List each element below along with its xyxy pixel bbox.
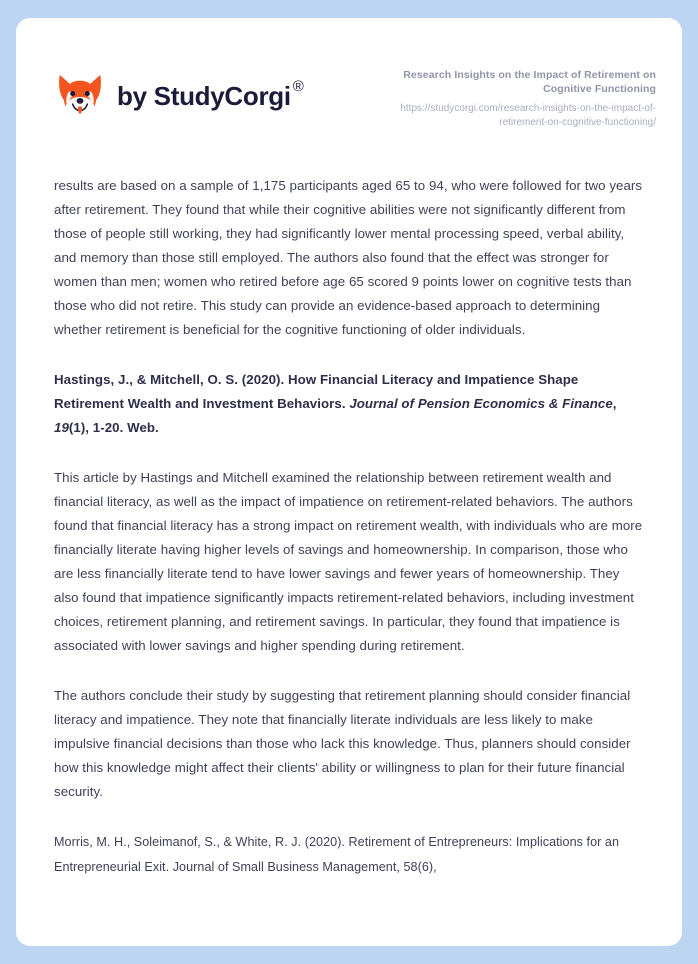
brand-wordmark: [117, 78, 304, 111]
page-url[interactable]: https://studycorgi.com/research-insights-on-the-impact-of-retirement-on-cognitive-functioning/: [400, 102, 656, 128]
document-paper: [16, 18, 682, 946]
brand-lockup[interactable]: [54, 64, 304, 122]
brand-wordmark-text: by StudyCorgi: [117, 81, 291, 111]
registered-trademark-icon: ®: [292, 78, 304, 96]
document-body: [16, 174, 682, 880]
paragraph-morris-citation: Morris, M. H., Soleimanof, S., & White, R. J. (2020). Retirement of Entrepreneurs: Implications for an Entrepreneurial Exit. Journal of Small Business Management, 58(6),: [54, 834, 620, 874]
header-meta: [376, 64, 656, 130]
citation-lead: Hastings, J., & Mitchell, O. S. (2020). How Financial Literacy and Impatience Shape Retirement Wealth and Investment Behaviors.: [54, 371, 579, 411]
paragraph-results-summary: results are based on a sample of 1,175 participants aged 65 to 94, who were followed for two years after retirement. They found that while their cognitive abilities were not significantly different from those of people still working, they had significantly lower mental processing speed, verbal ability, and memory than those still employed. The authors also found that the effect was stronger for women than men; women who retired before age 65 scored 9 points lower on cognitive tests than those who did not retire. This study can provide an evidence-based approach to determining whether retirement is beneficial for the cognitive functioning of older individuals.: [54, 177, 643, 337]
citation-tail: (1), 1-20. Web.: [68, 419, 159, 435]
corgi-face-icon: [54, 70, 106, 122]
citation-volume: 19: [54, 419, 69, 435]
paragraph-article-analysis: This article by Hastings and Mitchell examined the relationship between retirement wealth and financial literacy, as well as the impact of impatience on retirement-related behaviors. The authors found that financial literacy has a strong impact on retirement wealth, with individuals who are more financially literate having higher levels of savings and homeownership. In comparison, those who are less financially literate tend to have lower savings and fewer years of homeownership. They also found that impatience significantly impacts retirement-related behaviors, including investment choices, retirement planning, and retirement savings. In particular, they found that impatience is associated with lower savings and higher spending during retirement.: [54, 469, 643, 653]
citation-separator: ,: [612, 395, 617, 411]
citation-hastings-mitchell: [54, 368, 644, 440]
paragraph-conclusion: The authors conclude their study by suggesting that retirement planning should consider financial literacy and impatience. They note that financially literate individuals are less likely to make impulsive financial decisions than those who lack this knowledge. Thus, planners should consider how this knowledge might affect their clients' ability or willingness to plan for their future financial security.: [54, 687, 631, 799]
citation-journal-name: Journal of Pension Economics & Finance: [349, 395, 613, 411]
page-title: Research Insights on the Impact of Retirement on Cognitive Functioning: [403, 69, 656, 96]
document-header: [16, 18, 682, 130]
